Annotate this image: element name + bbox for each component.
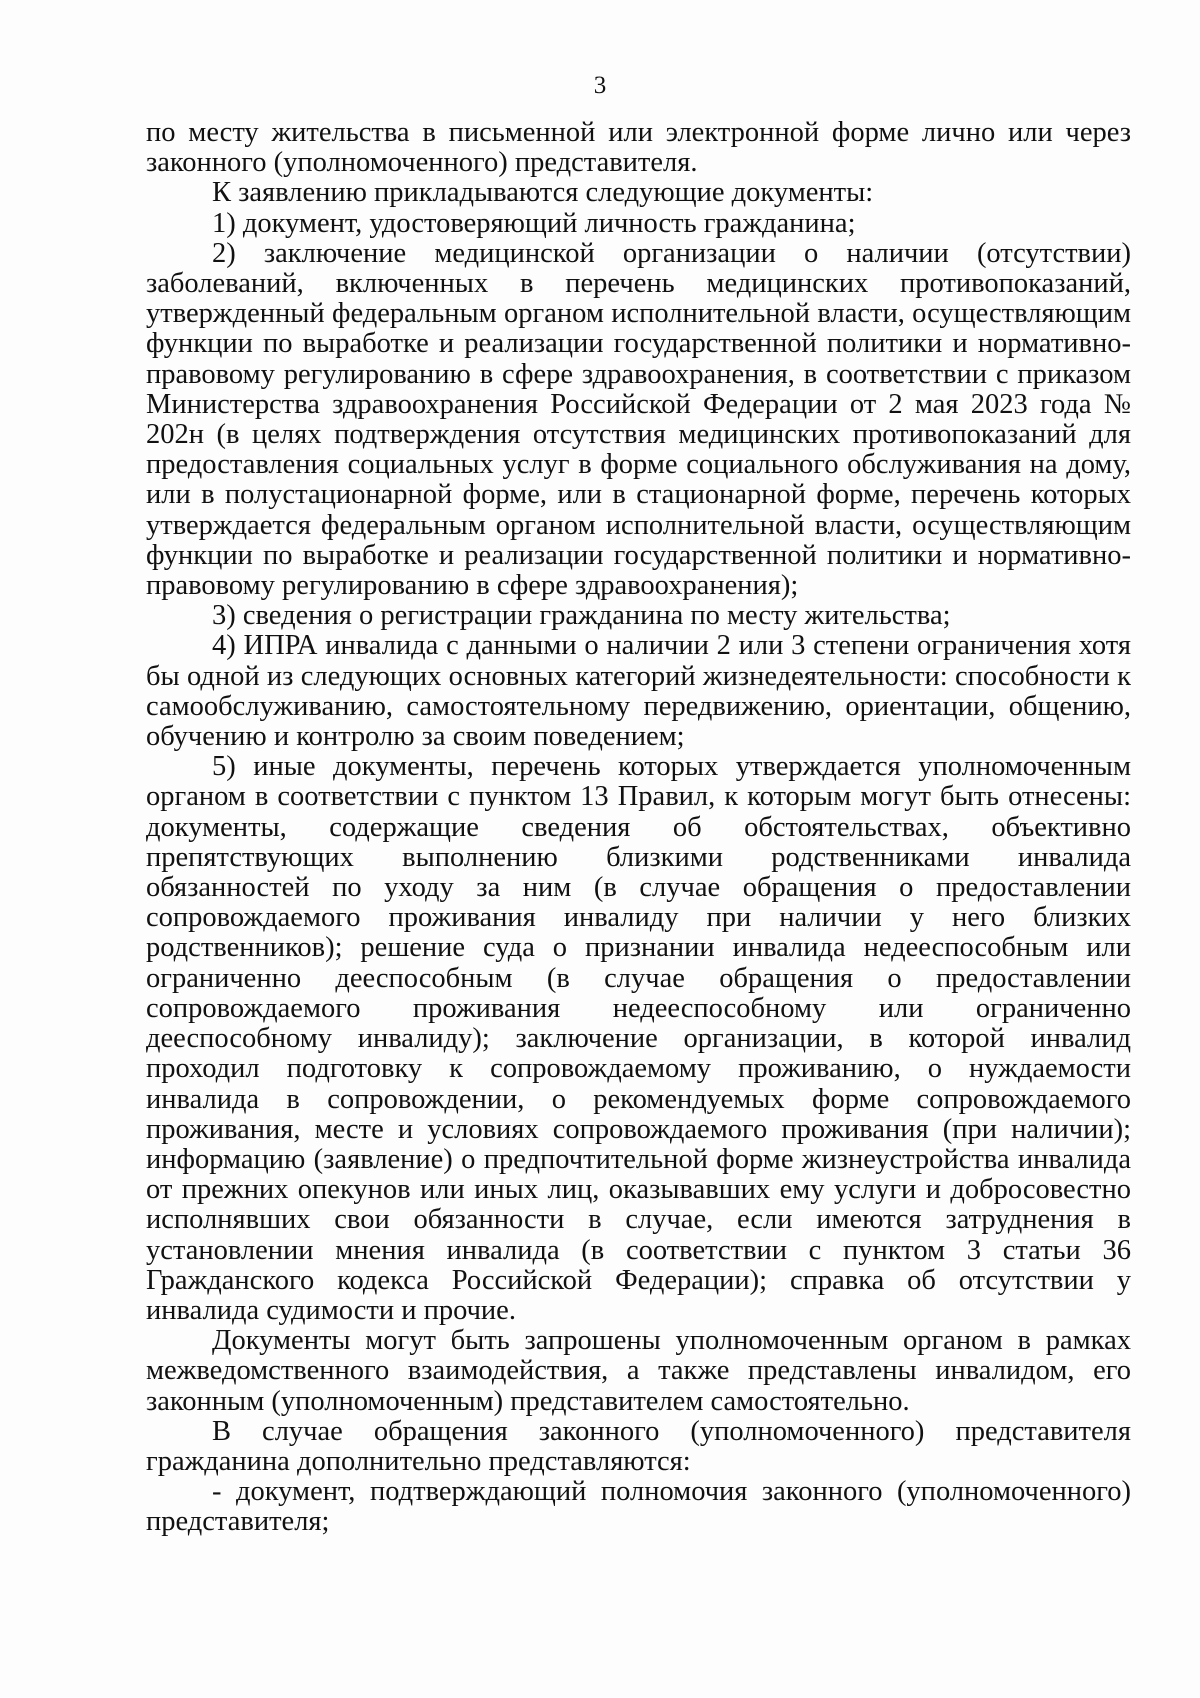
document-body bbox=[146, 118, 1131, 1538]
paragraph-item-2: 2) заключение медицинской организации о наличии (отсутствии) заболеваний, включенных в перечень медицинских противопоказаний, утвержденный федеральным органом исполнительной власти, осуществляющим функции по выработке и реализации государственной политики и нормативно-правовому регулированию в сфере здравоохранения, в соответствии с приказом Министерства здравоохранения Российской Федерации от 2 мая 2023 года № 202н (в целях подтверждения отсутствия медицинских противопоказаний для предоставления социальных услуг в форме социального обслуживания на дому, или в полустационарной форме, или в стационарной форме, перечень которых утверждается федеральным органом исполнительной власти, осуществляющим функции по выработке и реализации государственной политики и нормативно-правовому регулированию в сфере здравоохранения); bbox=[146, 237, 1131, 602]
paragraph-item-3: 3) сведения о регистрации гражданина по месту жительства; bbox=[212, 600, 951, 632]
paragraph-authority-document: - документ, подтверждающий полномочия законного (уполномоченного) представителя; bbox=[146, 1476, 1131, 1538]
paragraph-representative: В случае обращения законного (уполномоченного) представителя гражданина дополнительно представляются: bbox=[146, 1415, 1131, 1477]
paragraph-item-1: 1) документ, удостоверяющий личность гражданина; bbox=[212, 207, 856, 239]
paragraph-continuation: по месту жительства в письменной или электронной форме лично или через законного (уполномоченного) представителя. bbox=[146, 117, 1131, 179]
paragraph-interagency: Документы могут быть запрошены уполномоченным органом в рамках межведомственного взаимодействия, а также представлены инвалидом, его законным (уполномоченным) представителем самостоятельно. bbox=[146, 1325, 1131, 1417]
page-number: 3 bbox=[593, 72, 607, 99]
paragraph-item-4: 4) ИПРА инвалида с данными о наличии 2 или 3 степени ограничения хотя бы одной из следующих основных категорий жизнедеятельности: способности к самообслуживанию, самостоятельному передвижению, ориентации, общению, обучению и контролю за своим поведением; bbox=[146, 630, 1131, 753]
paragraph-item-5: 5) иные документы, перечень которых утверждается уполномоченным органом в соответствии с пунктом 13 Правил, к которым могут быть отнесены: документы, содержащие сведения об обстоятельствах, объективно препятствующих выполнению близкими родственниками инвалида обязанностей по уходу за ним (в случае обращения о предоставлении сопровождаемого проживания инвалиду при наличии у него близких родственников); решение суда о признании инвалида недееспособным или ограниченно дееспособным (в случае обращения о предоставлении сопровождаемого проживания недееспособному или ограниченно дееспособному инвалиду); заключение организации, в которой инвалид проходил подготовку к сопровождаемому проживанию, о нуждаемости инвалида в сопровождении, о рекомендуемых форме сопровождаемого проживания, месте и условиях сопровождаемого проживания (при наличии); информацию (заявление) о предпочтительной форме жизнеустройства инвалида от прежних опекунов или иных лиц, оказывавших ему услуги и добросовестно исполнявших свои обязанности в случае, если имеются затруднения в установлении мнения инвалида (в соответствии с пунктом 3 статьи 36 Гражданского кодекса Российской Федерации); справка об отсутствии у инвалида судимости и прочие. bbox=[146, 751, 1131, 1326]
paragraph-documents-intro: К заявлению прикладываются следующие документы: bbox=[212, 177, 874, 209]
